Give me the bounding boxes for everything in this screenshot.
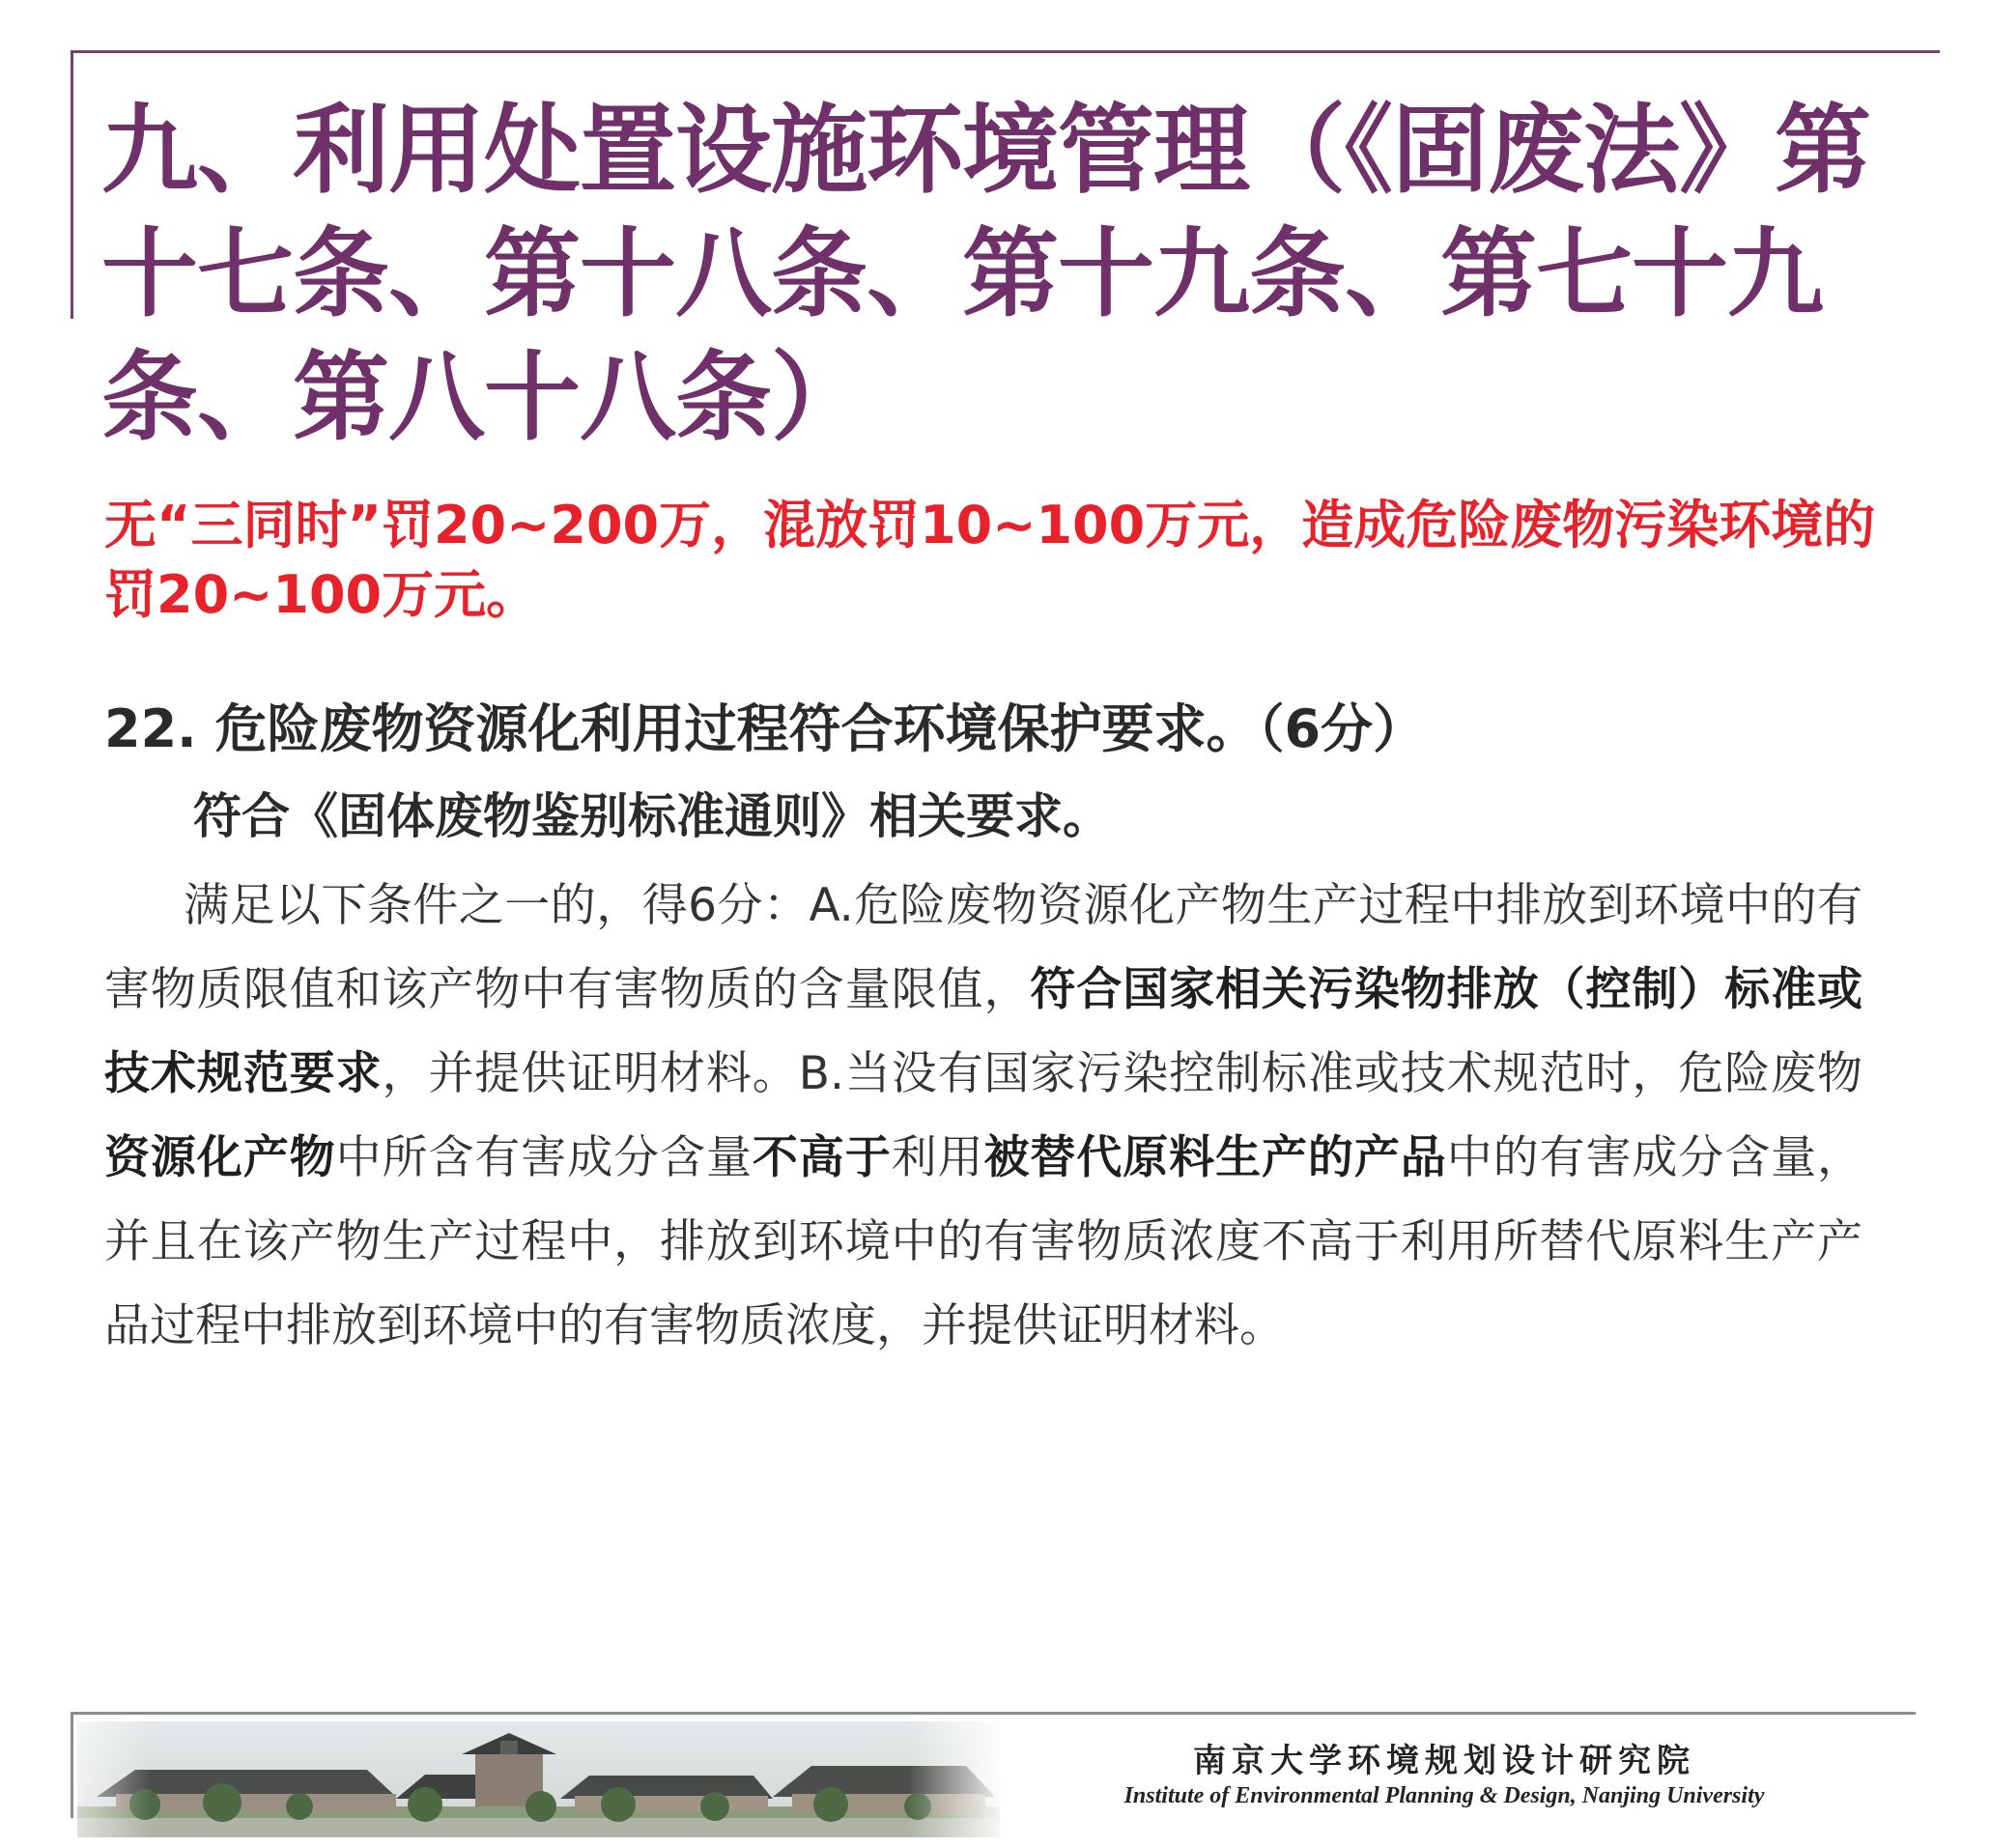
institute-name-en: Institute of Environmental Planning & Design, Nanjing University xyxy=(1123,1783,1765,1808)
criteria-text: ，并提供证明材料。B.当没有国家污染控制标准或技术规范时，危险废物 xyxy=(382,1047,1862,1100)
left-rule xyxy=(71,50,73,319)
top-rule xyxy=(71,50,1940,53)
emphasis-text: 符合国家相关污染物排放（控制）标准或技术规范要求 xyxy=(104,963,1863,1100)
penalty-note: 无“三同时”罚20~200万，混放罚10~100万元，造成危险废物污染环境的罚20~100万元。 xyxy=(104,495,1876,625)
criteria-paragraph xyxy=(104,864,1862,1368)
campus-photo xyxy=(77,1721,1000,1837)
question-heading: 22. 危险废物资源化利用过程符合环境保护要求。（6分） xyxy=(104,698,1426,759)
emphasis-text: 不高于 xyxy=(752,1131,892,1184)
footer-left-rule xyxy=(71,1712,73,1818)
criteria-text: 中所含有害成分含量 xyxy=(335,1131,753,1184)
slide-title: 九、利用处置设施环境管理（《固废法》第十七条、第十八条、第十九条、第七十九条、第八十八条） xyxy=(101,94,1870,454)
footer-rule xyxy=(71,1712,1916,1715)
emphasis-text: 被替代原料生产的产品 xyxy=(983,1131,1447,1184)
emphasis-text: 资源化产物 xyxy=(104,1131,336,1184)
institute-name-cn: 南京大学环境规划设计研究院 xyxy=(1193,1742,1695,1780)
requirement-line: 符合《固体废物鉴别标准通则》相关要求。 xyxy=(193,788,1111,844)
criteria-text: 满足以下条件之一的，得6分：A.危险废物资源化产物生产过程中排放到环境中的有害物质限值和该产物中有害物质的含量限值， xyxy=(104,879,1862,1016)
criteria-text: 利用 xyxy=(891,1131,984,1184)
criteria-text: 中的有害成分含量，并且在该产物生产过程中，排放到环境中的有害物质浓度不高于利用所替代原料生产产品过程中排放到环境中的有害物质浓度，并提供证明材料。 xyxy=(104,1131,1863,1352)
